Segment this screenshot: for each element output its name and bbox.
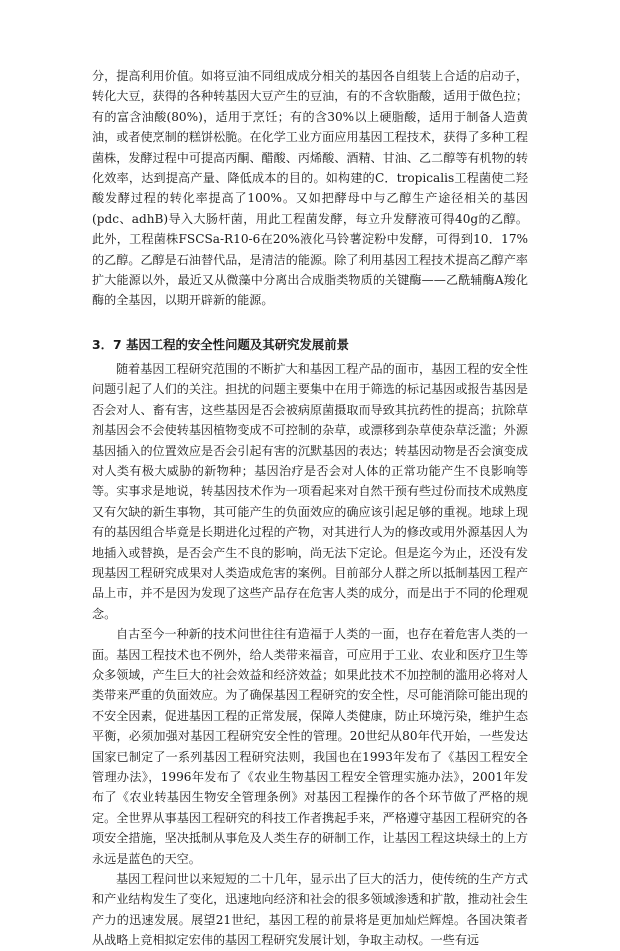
body-paragraph: 基因工程问世以来短短的二十几年，显示出了巨大的活力，使传统的生产方式和产业结构发生了变化，迅速地向经济和社会的很多领域渗透和扩散，推动社会生产力的迅速发展。展望21世纪，基因工程的前景将是更加灿烂辉煌。各国决策者从战略上竞相拟定宏伟的基因工程研究发展计划，争取主动权。一些有远 [92, 872, 528, 948]
document-page [92, 66, 528, 951]
body-paragraph: 自古至今一种新的技术问世往往有造福于人类的一面，也存在着危害人类的一面。基因工程技术也不例外，给人类带来福音，可应用于工业、农业和医疗卫生等众多领域，产生巨大的社会效益和经济效益；如果此技术不加控制的滥用必将对人类带来严重的负面效应。为了确保基因工程研究的安全性，尽可能消除可能出现的不安全因素，促进基因工程的正常发展，保障人类健康，防止环境污染，维护生态平衡，必须加强对基因工程研究安全性的管理。20世纪从80年代开始，一些发达国家已制定了一系列基因工程研究法则，我国也在1993年发布了《基因工程安全管理办法》，1996年发布了《农业生物基因工程安全管理实施办法》，2001年发布了《农业转基因生物安全管理条例》对基因工程操作的各个环节做了严格的规定。全世界从事基因工程研究的科技工作者携起手来，严格遵守基因工程研究的各项安全措施，坚决抵制从事危及人类生存的研制工作，让基因工程这块绿土的上方永远是蓝色的天空。 [92, 627, 528, 866]
body-paragraph: 分，提高利用价值。如将豆油不同组成成分相关的基因各自组装上合适的启动子，转化大豆，获得的各种转基因大豆产生的豆油，有的不含软脂酸，适用于做色拉；有的富含油酸(80%)，适用于烹饪；有的含30%以上硬脂酸，适用于制备人造黄油，或者使烹制的糕饼松脆。在化学工业方面应用基因工程技术，获得了多种工程菌株，发酵过程中可提高丙酮、醋酸、丙烯酸、酒精、甘油、乙二醇等有机物的转化效率，达到提高产量、降低成本的目的。如构建的C．tropicalis工程菌使二羟酸发酵过程的转化率提高了100%。又如把酵母中与乙醇生产途径相关的基因(pdc、adhB)导入大肠杆菌，用此工程菌发酵，每立升发酵液可得40g的乙醇。此外，工程菌株FSCSa-R10-6在20%液化马铃薯淀粉中发酵，可得到10．17%的乙醇。乙醇是石油替代品，是清洁的能源。除了利用基因工程技术提高乙醇产率扩大能源以外，最近又从微藻中分离出合成脂类物质的关键酶——乙酰辅酶A羧化酶的全基因，以期开辟新的能源。 [92, 69, 528, 308]
section-heading: 3．7 基因工程的安全性问题及其研究发展前景 [92, 336, 349, 352]
body-paragraph: 随着基因工程研究范围的不断扩大和基因工程产品的面市，基因工程的安全性问题引起了人们的关注。担扰的问题主要集中在用于筛选的标记基因或报告基因是否会对人、畜有害，这些基因是否会被病原菌摄取而导致其抗药性的提高；抗除草剂基因会不会使转基因植物变成不可控制的杂草，或漂移到杂草使杂草泛滥；外源基因插入的位置效应是否会引起有害的沉默基因的表达；转基因动物是否会演变成对人类有极大威胁的新物种；基因治疗是否会对人体的正常功能产生不良影响等等。实事求是地说，转基因技术作为一项看起来对自然干预有些过份而技术成熟度又有欠缺的新生事物，其可能产生的负面效应的确应该引起足够的重视。地球上现有的基因组合毕竟是长期进化过程的产物，对其进行人为的修改或用外源基因人为地插入或替换，是否会产生不良的影响，尚无法下定论。但是迄今为止，还没有发现基因工程研究成果对人类造成危害的案例。目前部分人群之所以抵制基因工程产品上市，并不是因为发现了这些产品存在危害人类的成分，而是出于不同的伦理观念。 [92, 361, 528, 621]
